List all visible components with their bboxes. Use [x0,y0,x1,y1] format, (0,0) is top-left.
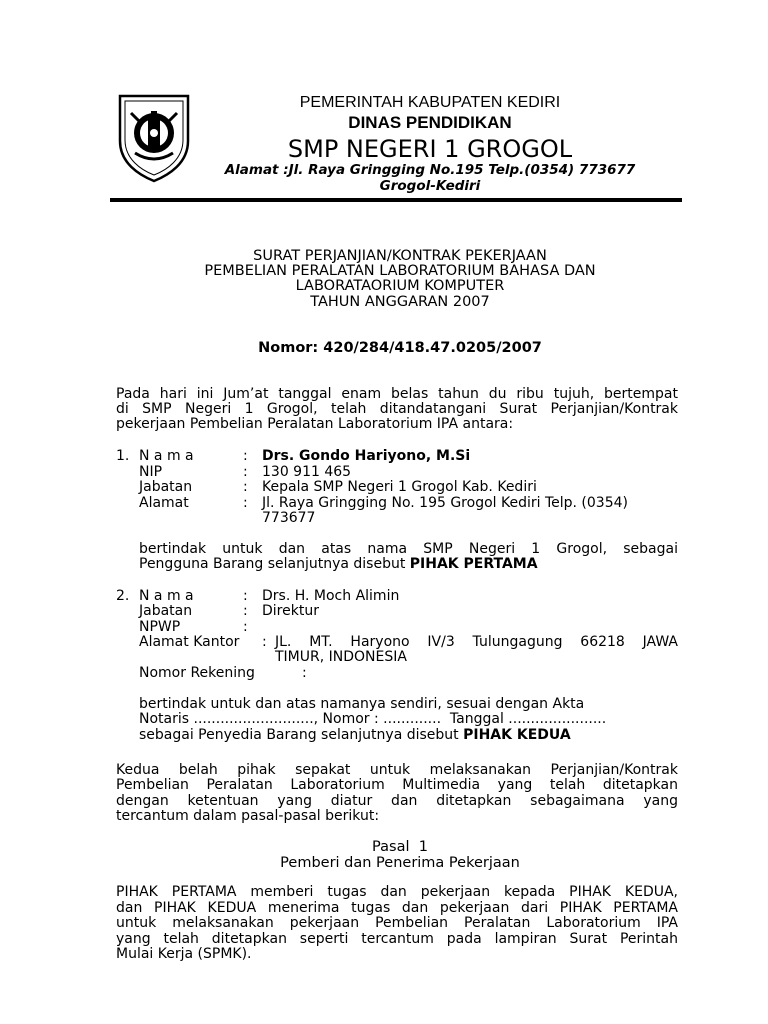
party2-npwp-label: NPWP [139,619,181,635]
party2-colon: : [243,588,248,604]
party2-address-label: Alamat Kantor [139,634,240,650]
party2-statement-line1: bertindak untuk dan atas namanya sendiri, sesuai dengan Akta [139,696,585,712]
letterhead-department: DINAS PENDIDIKAN [348,113,512,132]
intro-line1: Pada hari ini Jum’at tanggal enam belas tahun du ribu tujuh, bertempat [116,386,678,402]
party2-address-line1: JL. MT. Haryono IV/3 Tulungagung 66218 JAWA [275,634,678,650]
article-body-line3: untuk melaksanakan pekerjaan Pembelian Peralatan Laboratorium IPA [116,915,678,931]
intro-line2: di SMP Negeri 1 Grogol, telah ditandatangani Surat Perjanjian/Kontrak [116,401,678,417]
party1-number: 1. [116,448,130,464]
party2-statement-line2: Notaris ..........................., Nomor : ............. Tanggal ...................... [139,711,607,727]
party2-position: Direktur [262,603,319,619]
article-subheading: Pemberi dan Penerima Pekerjaan [280,855,520,871]
party2-account-label: Nomor Rekening [139,665,255,681]
party1-statement-line1: bertindak untuk dan atas nama SMP Negeri 1 Grogol, sebagai [139,541,678,557]
document-title-line2: PEMBELIAN PERALATAN LABORATORIUM BAHASA DAN [204,263,596,279]
party1-address-line1: Jl. Raya Gringging No. 195 Grogol Kediri Telp. (0354) [262,495,628,511]
party1-colon: : [243,479,248,495]
agreement-line2: Pembelian Peralatan Laboratorium Multimedia yang telah ditetapkan [116,777,678,793]
party2-number: 2. [116,588,130,604]
intro-line3: pekerjaan Pembelian Peralatan Laboratorium IPA antara: [116,416,514,432]
party2-colon: : [302,665,307,681]
article-heading: Pasal 1 [372,839,428,855]
party1-address-label: Alamat [139,495,189,511]
party1-name: Drs. Gondo Hariyono, M.Si [262,448,471,464]
document-title-line1: SURAT PERJANJIAN/KONTRAK PEKERJAAN [253,248,547,264]
party1-colon: : [243,495,248,511]
article-body-line1: PIHAK PERTAMA memberi tugas dan pekerjaan kepada PIHAK KEDUA, [116,884,678,900]
party2-colon: : [262,634,267,650]
letterhead-divider [110,198,682,202]
party2-name-label: N a m a [139,588,194,604]
agreement-line1: Kedua belah pihak sepakat untuk melaksanakan Perjanjian/Kontrak [116,762,678,778]
party2-colon: : [243,619,248,635]
party2-position-label: Jabatan [139,603,193,619]
party1-name-label: N a m a [139,448,194,464]
party1-position: Kepala SMP Negeri 1 Grogol Kab. Kediri [262,479,537,495]
party2-colon: : [243,603,248,619]
party1-role: PIHAK PERTAMA [409,556,538,572]
party2-name: Drs. H. Moch Alimin [262,588,400,604]
letterhead-government: PEMERINTAH KABUPATEN KEDIRI [299,94,561,111]
party2-address-line2: TIMUR, INDONESIA [275,649,407,665]
party2-role: PIHAK KEDUA [463,727,571,743]
party1-colon: : [243,448,248,464]
party1-statement-line2: Pengguna Barang selanjutnya disebut PIHAK PERTAMA [139,556,538,572]
party1-position-label: Jabatan [139,479,193,495]
article-body-line5: Mulai Kerja (SPMK). [116,946,252,962]
letterhead-address: Alamat :Jl. Raya Gringging No.195 Telp.(0354) 773677 [224,162,636,178]
document-number: Nomor: 420/284/418.47.0205/2007 [258,340,542,356]
document-title-line3: LABORATAORIUM KOMPUTER [295,278,505,294]
party1-address-line2: 773677 [262,510,316,526]
agreement-line3: dengan ketentuan yang diatur dan ditetapkan sebagaimana yang [116,793,678,809]
article-body-line2: dan PIHAK KEDUA menerima tugas dan pekerjaan dari PIHAK PERTAMA [116,900,678,916]
letterhead-city: Grogol-Kediri [379,178,481,194]
article-body-line4: yang telah ditetapkan seperti tercantum pada lampiran Surat Perintah [116,931,678,947]
party1-nip: 130 911 465 [262,464,352,480]
letterhead-school-name: SMP NEGERI 1 GROGOL [287,135,573,163]
party1-nip-label: NIP [139,464,163,480]
party1-colon: : [243,464,248,480]
document-title-line4: TAHUN ANGGARAN 2007 [310,294,490,310]
party2-statement-line3: sebagai Penyedia Barang selanjutnya disebut PIHAK KEDUA [139,727,571,743]
agreement-line4: tercantum dalam pasal-pasal berikut: [116,808,380,824]
